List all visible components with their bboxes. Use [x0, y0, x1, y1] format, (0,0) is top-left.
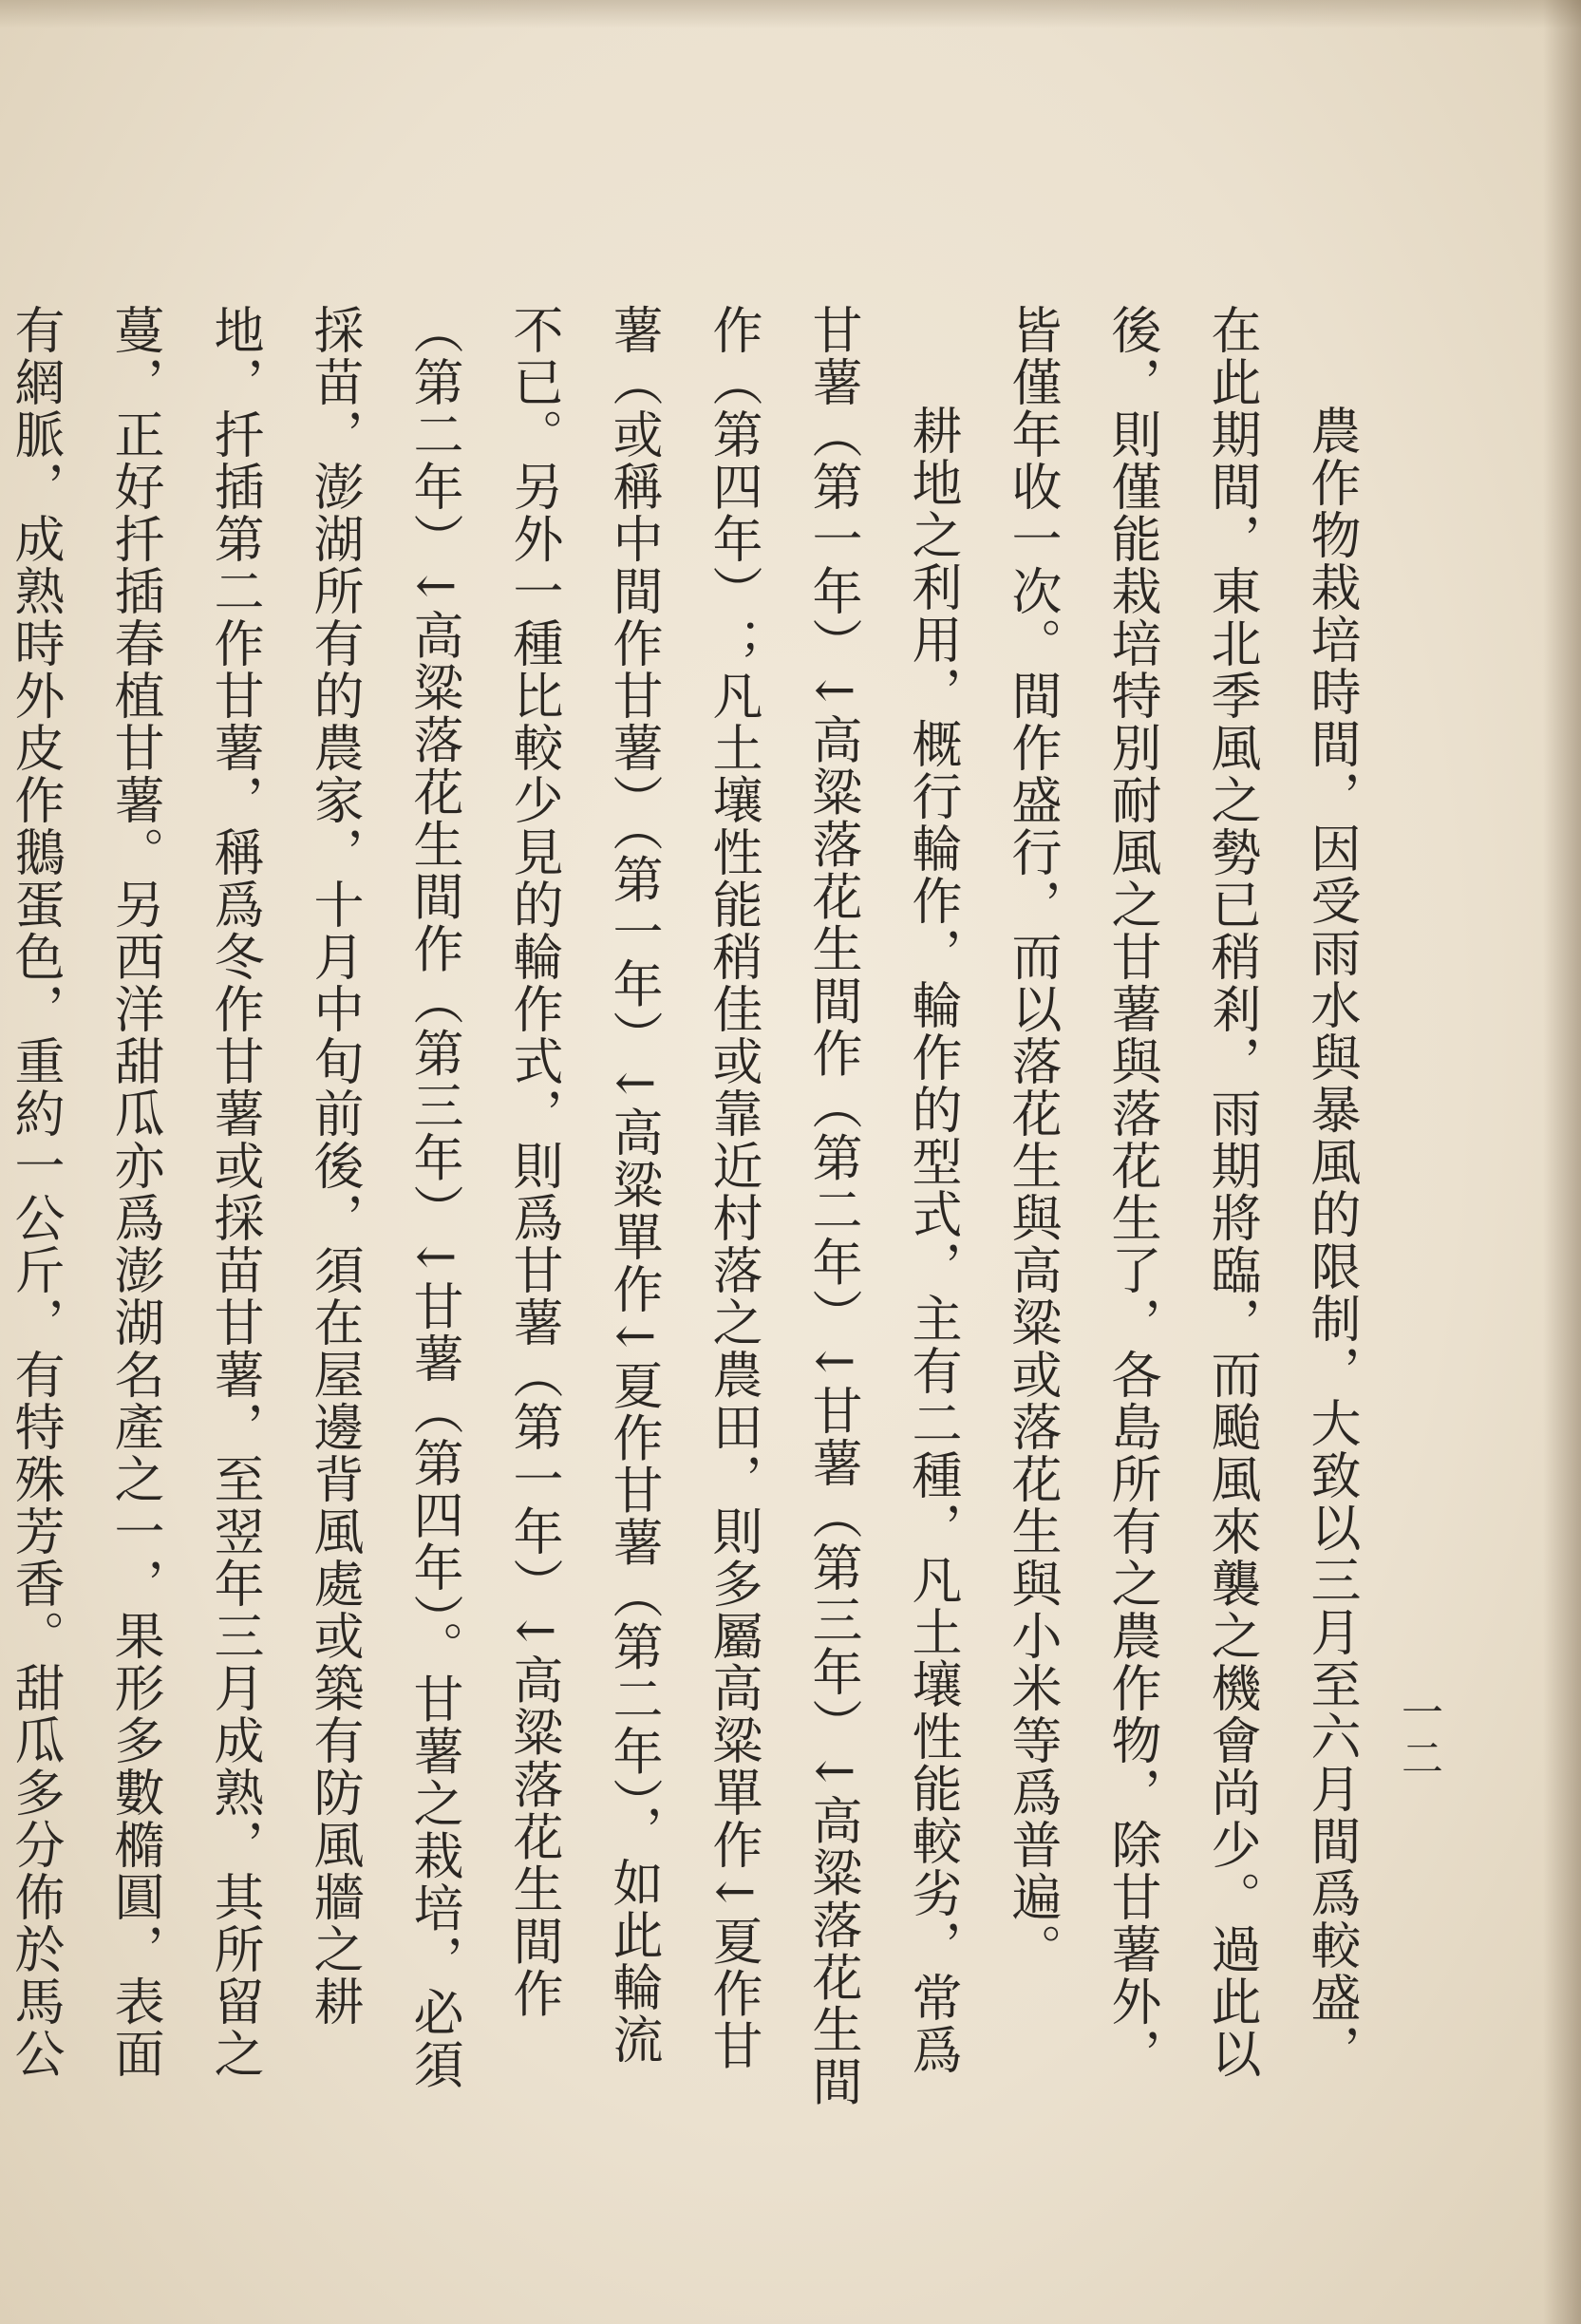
page-top-shadow	[0, 0, 1581, 28]
body-text	[7, 304, 1382, 2108]
paragraph-crop-rotation: 耕地之利用，概行輪作，輪作的型式，主有二種，凡土壤性能較劣，常爲甘薯（第一年）↓高粱落花生間作（第二年）↓甘薯（第三年）↓高粱落花生間作（第四年）；凡土壤性能稍佳或靠近村落之農田，則多屬高粱單作↓夏作甘薯（或稱中間作甘薯）（第一年）↓高粱單作↓夏作甘薯（第二年），如此輪流不已。另外一種比較少見的輪作式，則爲甘薯（第一年）↓高粱落花生間作（第二年）↓高粱落花生間作（第三年）↓甘薯（第四年）。甘薯之栽培，必須採苗，澎湖所有的農家，十月中旬前後，須在屋邊背風處或築有防風牆之耕地，扦插第二作甘薯，稱爲冬作甘薯或採苗甘薯，至翌年三月成熟，其所留之蔓，正好扦插春植甘薯。另西洋甜瓜亦爲澎湖名產之一，果形多數橢圓，表面有網脈，成熟時外皮作鵝蛋色，重約一公斤，有特殊芳香。甜瓜多分佈於馬公	[7, 304, 962, 2108]
page-number: 一二	[1394, 1691, 1442, 1782]
page-spine-shadow	[1543, 0, 1581, 2324]
paragraph-crop-season: 農作物栽培時間，因受雨水與暴風的限制，大致以三月至六月間爲較盛，在此期間，東北季風之勢已稍剎，雨期將臨，而颱風來襲之機會尚少。過此以後，則僅能栽培特別耐風之甘薯與落花生了，各島所有之農作物，除甘薯外，皆僅年收一次。間作盛行，而以落花生與高粱或落花生與小米等爲普遍。	[1004, 304, 1361, 2080]
